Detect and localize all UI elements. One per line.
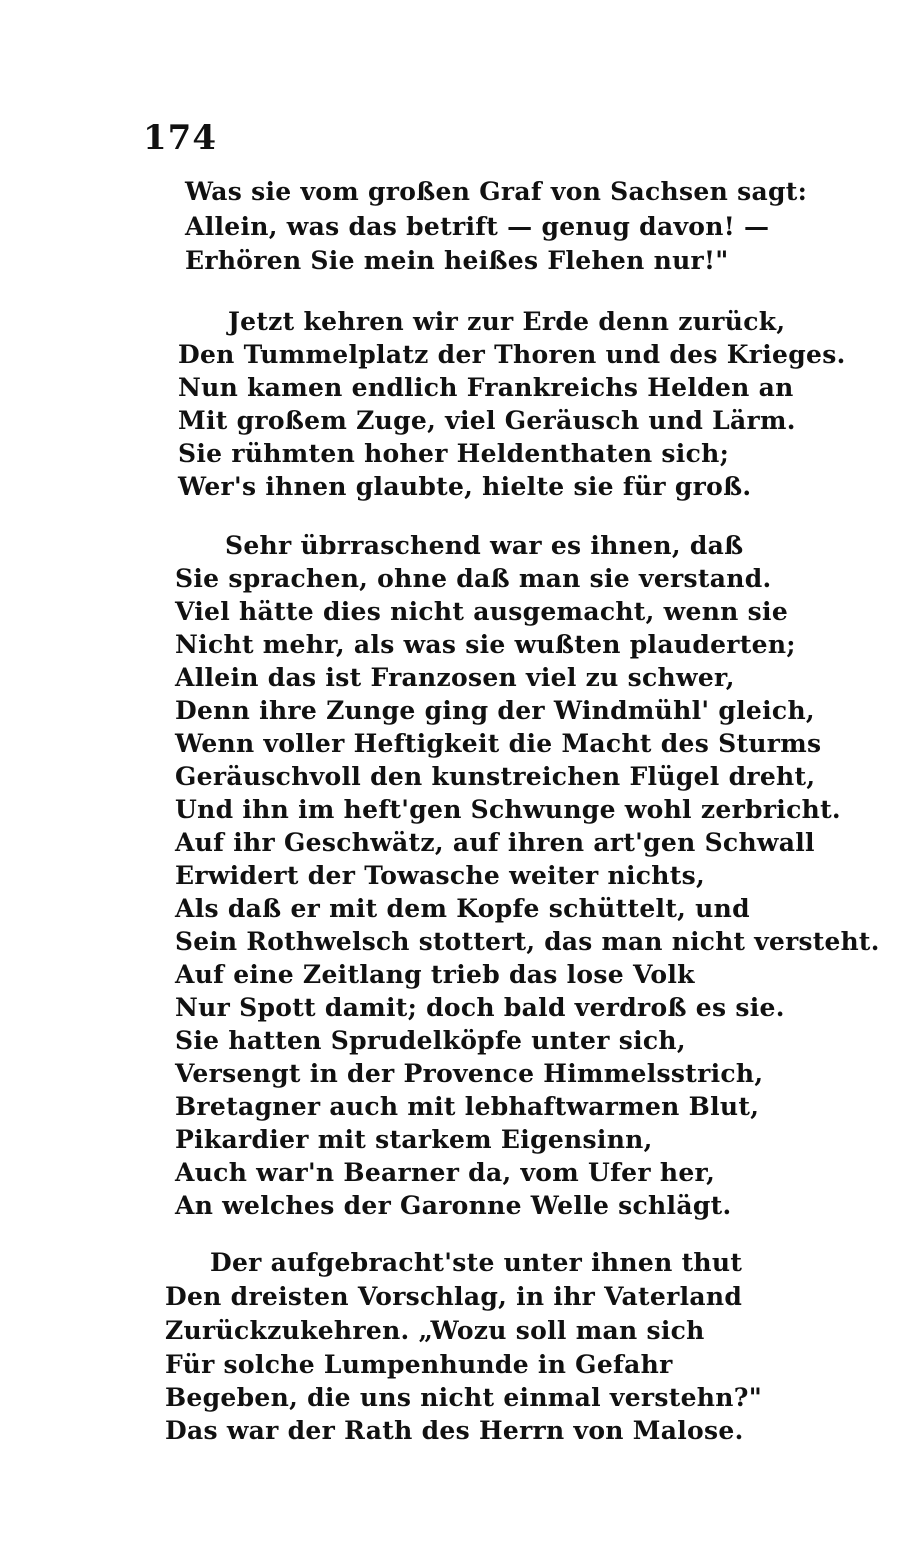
verse-line: Zurückzukehren. „Wozu soll man sich [165, 1316, 705, 1345]
verse-line: Erhören Sie mein heißes Flehen nur!" [185, 246, 729, 275]
verse-line: Sie rühmten hoher Heldenthaten sich; [178, 439, 730, 468]
verse-line: Sie sprachen, ohne daß man sie verstand. [175, 564, 772, 593]
verse-line: Sein Rothwelsch stottert, das man nicht versteht. [175, 927, 880, 956]
verse-line: Jetzt kehren wir zur Erde denn zurück, [228, 307, 786, 336]
verse-line: An welches der Garonne Welle schlägt. [175, 1191, 732, 1220]
verse-line: Als daß er mit dem Kopfe schüttelt, und [175, 894, 750, 923]
verse-line: Sehr übrraschend war es ihnen, daß [225, 531, 744, 560]
verse-line: Allein das ist Franzosen viel zu schwer, [175, 663, 735, 692]
verse-line: Und ihn im heft'gen Schwunge wohl zerbricht. [175, 795, 841, 824]
verse-line: Auf eine Zeitlang trieb das lose Volk [175, 960, 695, 989]
verse-line: Pikardier mit starkem Eigensinn, [175, 1125, 653, 1154]
verse-line: Allein, was das betrift — genug davon! — [185, 212, 770, 241]
verse-line: Für solche Lumpenhunde in Gefahr [165, 1350, 673, 1379]
verse-line: Nur Spott damit; doch bald verdroß es sie. [175, 993, 785, 1022]
verse-line: Das war der Rath des Herrn von Malose. [165, 1416, 744, 1445]
verse-line: Mit großem Zuge, viel Geräusch und Lärm. [178, 406, 796, 435]
verse-line: Sie hatten Sprudelköpfe unter sich, [175, 1026, 686, 1055]
verse-line: Auch war'n Bearner da, vom Ufer her, [175, 1158, 716, 1187]
verse-line: Was sie vom großen Graf von Sachsen sagt: [185, 177, 808, 206]
page-number: 174 [143, 118, 217, 158]
verse-line: Den Tummelplatz der Thoren und des Krieges. [178, 340, 846, 369]
verse-line: Den dreisten Vorschlag, in ihr Vaterland [165, 1282, 743, 1311]
verse-line: Geräuschvoll den kunstreichen Flügel dreht, [175, 762, 816, 791]
verse-line: Nicht mehr, als was sie wußten plauderten; [175, 630, 796, 659]
verse-line: Wer's ihnen glaubte, hielte sie für groß. [178, 472, 752, 501]
verse-line: Erwidert der Towasche weiter nichts, [175, 861, 705, 890]
verse-line: Wenn voller Heftigkeit die Macht des Sturms [175, 729, 822, 758]
verse-line: Der aufgebracht'ste unter ihnen thut [210, 1248, 743, 1277]
verse-line: Bretagner auch mit lebhaftwarmen Blut, [175, 1092, 760, 1121]
verse-line: Denn ihre Zunge ging der Windmühl' gleich, [175, 696, 815, 725]
verse-line: Viel hätte dies nicht ausgemacht, wenn sie [175, 597, 789, 626]
verse-line: Nun kamen endlich Frankreichs Helden an [178, 373, 794, 402]
verse-line: Begeben, die uns nicht einmal verstehn?" [165, 1383, 763, 1412]
verse-line: Versengt in der Provence Himmelsstrich, [175, 1059, 764, 1088]
verse-line: Auf ihr Geschwätz, auf ihren art'gen Schwall [175, 828, 815, 857]
